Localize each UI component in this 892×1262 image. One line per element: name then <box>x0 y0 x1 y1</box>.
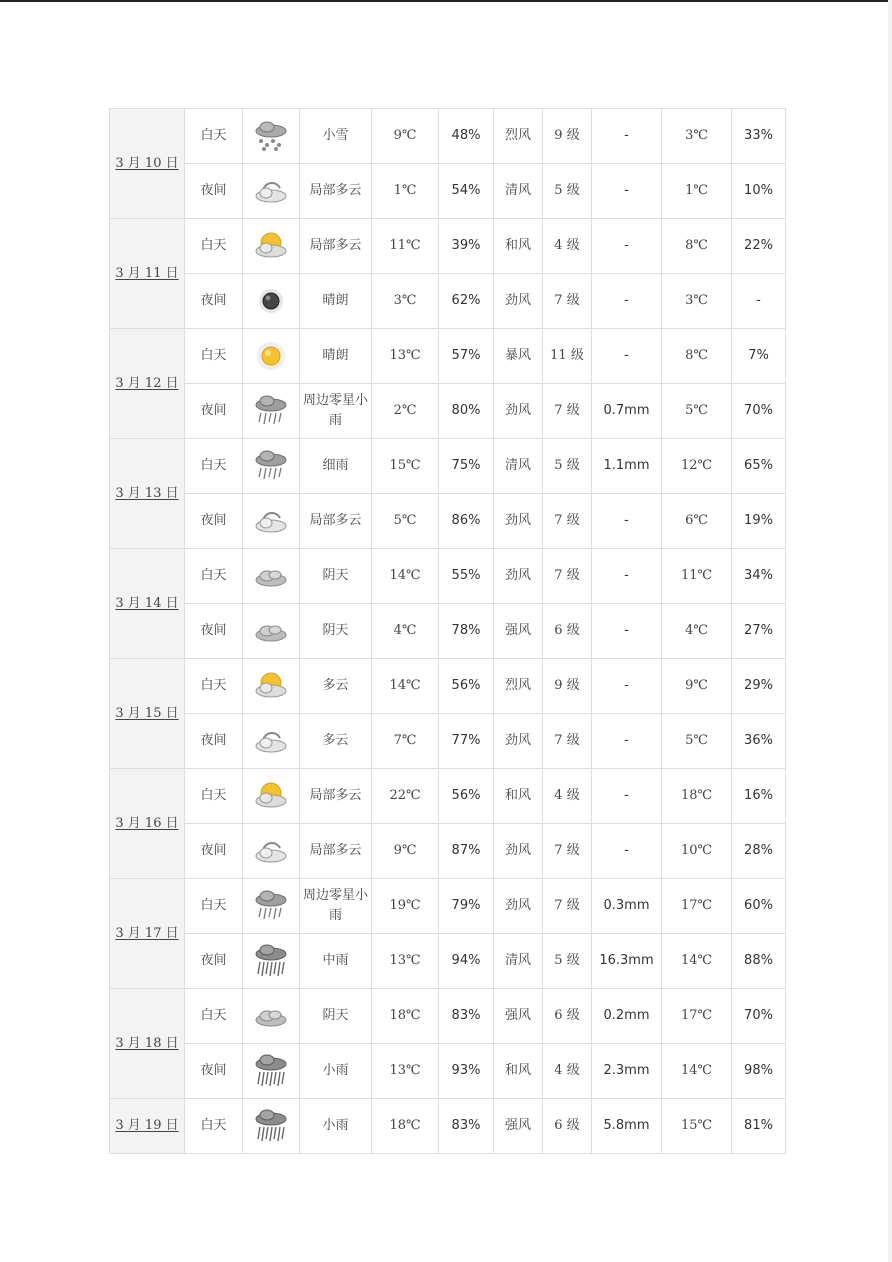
weather-icon-cell <box>243 714 300 769</box>
humidity-cell: 75% <box>439 439 494 494</box>
temperature-cell: 15℃ <box>372 439 439 494</box>
humidity-cell: 79% <box>439 879 494 934</box>
precipitation-cell: - <box>592 659 662 714</box>
condition-cell: 局部多云 <box>300 164 372 219</box>
wind-level-cell: 7 级 <box>543 879 592 934</box>
humidity-cell: 77% <box>439 714 494 769</box>
wind-level-cell: 4 级 <box>543 219 592 274</box>
condition-cell: 小雪 <box>300 109 372 164</box>
humidity-cell: 80% <box>439 384 494 439</box>
page-edge <box>888 0 892 1262</box>
condition-cell: 阴天 <box>300 549 372 604</box>
overcast-icon <box>253 558 289 594</box>
table-row <box>110 1044 786 1099</box>
date-link[interactable]: 3 月 12 日 <box>110 329 185 439</box>
period-cell: 白天 <box>185 109 243 164</box>
temperature-cell: 22℃ <box>372 769 439 824</box>
period-cell: 白天 <box>185 659 243 714</box>
precip-probability-cell: 88% <box>732 934 786 989</box>
wind-description-cell: 和风 <box>494 769 543 824</box>
condition-cell: 周边零星小雨 <box>300 879 372 934</box>
feels-like-cell: 8℃ <box>662 329 732 384</box>
precip-probability-cell: 36% <box>732 714 786 769</box>
wind-level-cell: 4 级 <box>543 769 592 824</box>
date-link[interactable]: 3 月 16 日 <box>110 769 185 879</box>
table-row <box>110 714 786 769</box>
date-link[interactable]: 3 月 18 日 <box>110 989 185 1099</box>
precipitation-cell: 0.7mm <box>592 384 662 439</box>
wind-description-cell: 烈风 <box>494 109 543 164</box>
weather-icon-cell <box>243 1099 300 1154</box>
period-cell: 夜间 <box>185 824 243 879</box>
period-cell: 白天 <box>185 989 243 1044</box>
feels-like-cell: 9℃ <box>662 659 732 714</box>
feels-like-cell: 17℃ <box>662 879 732 934</box>
table-row <box>110 659 786 714</box>
precip-probability-cell: 33% <box>732 109 786 164</box>
feels-like-cell: 5℃ <box>662 384 732 439</box>
date-link[interactable]: 3 月 15 日 <box>110 659 185 769</box>
period-cell: 夜间 <box>185 1044 243 1099</box>
condition-cell: 晴朗 <box>300 274 372 329</box>
feels-like-cell: 17℃ <box>662 989 732 1044</box>
weather-icon-cell <box>243 934 300 989</box>
period-cell: 白天 <box>185 769 243 824</box>
weather-icon-cell <box>243 659 300 714</box>
wind-description-cell: 劲风 <box>494 274 543 329</box>
feels-like-cell: 1℃ <box>662 164 732 219</box>
wind-description-cell: 劲风 <box>494 494 543 549</box>
precipitation-cell: - <box>592 824 662 879</box>
humidity-cell: 78% <box>439 604 494 659</box>
condition-cell: 晴朗 <box>300 329 372 384</box>
period-cell: 白天 <box>185 219 243 274</box>
precip-probability-cell: 29% <box>732 659 786 714</box>
weather-icon-cell <box>243 439 300 494</box>
weather-icon-cell <box>243 274 300 329</box>
precip-probability-cell: 19% <box>732 494 786 549</box>
weather-icon-cell <box>243 1044 300 1099</box>
wind-level-cell: 7 级 <box>543 714 592 769</box>
weather-icon-cell <box>243 549 300 604</box>
wind-level-cell: 7 级 <box>543 384 592 439</box>
precipitation-cell: - <box>592 549 662 604</box>
feels-like-cell: 11℃ <box>662 549 732 604</box>
table-row <box>110 989 786 1044</box>
period-cell: 白天 <box>185 329 243 384</box>
feels-like-cell: 4℃ <box>662 604 732 659</box>
period-cell: 夜间 <box>185 274 243 329</box>
temperature-cell: 13℃ <box>372 329 439 384</box>
partly-cloudy-day-icon <box>253 778 289 814</box>
precipitation-cell: - <box>592 769 662 824</box>
precip-probability-cell: 7% <box>732 329 786 384</box>
weather-forecast-table <box>109 108 786 1154</box>
partly-cloudy-night-icon <box>253 833 289 869</box>
feels-like-cell: 3℃ <box>662 274 732 329</box>
wind-description-cell: 劲风 <box>494 549 543 604</box>
wind-level-cell: 6 级 <box>543 1099 592 1154</box>
weather-icon-cell <box>243 604 300 659</box>
precip-probability-cell: 34% <box>732 549 786 604</box>
weather-icon-cell <box>243 384 300 439</box>
wind-level-cell: 7 级 <box>543 494 592 549</box>
wind-description-cell: 强风 <box>494 1099 543 1154</box>
weather-icon-cell <box>243 329 300 384</box>
table-row <box>110 549 786 604</box>
humidity-cell: 57% <box>439 329 494 384</box>
rain-icon <box>253 393 289 429</box>
temperature-cell: 14℃ <box>372 549 439 604</box>
temperature-cell: 2℃ <box>372 384 439 439</box>
period-cell: 夜间 <box>185 934 243 989</box>
period-cell: 夜间 <box>185 604 243 659</box>
condition-cell: 周边零星小雨 <box>300 384 372 439</box>
date-link[interactable]: 3 月 11 日 <box>110 219 185 329</box>
humidity-cell: 55% <box>439 549 494 604</box>
precip-probability-cell: 70% <box>732 384 786 439</box>
date-link[interactable]: 3 月 17 日 <box>110 879 185 989</box>
precip-probability-cell: 22% <box>732 219 786 274</box>
humidity-cell: 56% <box>439 769 494 824</box>
wind-description-cell: 清风 <box>494 439 543 494</box>
wind-description-cell: 暴风 <box>494 329 543 384</box>
weather-icon-cell <box>243 219 300 274</box>
top-rule <box>0 0 892 2</box>
humidity-cell: 39% <box>439 219 494 274</box>
precip-probability-cell: 27% <box>732 604 786 659</box>
condition-cell: 局部多云 <box>300 769 372 824</box>
humidity-cell: 94% <box>439 934 494 989</box>
snow-icon <box>253 118 289 154</box>
temperature-cell: 7℃ <box>372 714 439 769</box>
temperature-cell: 18℃ <box>372 989 439 1044</box>
precip-probability-cell: 10% <box>732 164 786 219</box>
precip-probability-cell: 81% <box>732 1099 786 1154</box>
period-cell: 夜间 <box>185 384 243 439</box>
wind-level-cell: 11 级 <box>543 329 592 384</box>
wind-level-cell: 7 级 <box>543 549 592 604</box>
table-row <box>110 604 786 659</box>
condition-cell: 小雨 <box>300 1099 372 1154</box>
table-row <box>110 164 786 219</box>
humidity-cell: 48% <box>439 109 494 164</box>
period-cell: 白天 <box>185 549 243 604</box>
table-row <box>110 494 786 549</box>
wind-level-cell: 7 级 <box>543 274 592 329</box>
temperature-cell: 9℃ <box>372 824 439 879</box>
humidity-cell: 87% <box>439 824 494 879</box>
weather-icon-cell <box>243 769 300 824</box>
temperature-cell: 1℃ <box>372 164 439 219</box>
temperature-cell: 18℃ <box>372 1099 439 1154</box>
wind-level-cell: 6 级 <box>543 604 592 659</box>
condition-cell: 局部多云 <box>300 494 372 549</box>
wind-level-cell: 5 级 <box>543 164 592 219</box>
table-row <box>110 274 786 329</box>
period-cell: 白天 <box>185 1099 243 1154</box>
wind-description-cell: 清风 <box>494 934 543 989</box>
partly-cloudy-night-icon <box>253 723 289 759</box>
wind-description-cell: 劲风 <box>494 384 543 439</box>
precipitation-cell: 2.3mm <box>592 1044 662 1099</box>
precip-probability-cell: 70% <box>732 989 786 1044</box>
date-link[interactable]: 3 月 19 日 <box>110 1099 185 1154</box>
feels-like-cell: 10℃ <box>662 824 732 879</box>
table-row <box>110 329 786 384</box>
precipitation-cell: 1.1mm <box>592 439 662 494</box>
period-cell: 白天 <box>185 439 243 494</box>
temperature-cell: 19℃ <box>372 879 439 934</box>
partly-cloudy-night-icon <box>253 503 289 539</box>
precipitation-cell: - <box>592 714 662 769</box>
feels-like-cell: 12℃ <box>662 439 732 494</box>
temperature-cell: 13℃ <box>372 1044 439 1099</box>
table-row <box>110 1099 786 1154</box>
precip-probability-cell: - <box>732 274 786 329</box>
wind-level-cell: 4 级 <box>543 1044 592 1099</box>
clear-night-icon <box>253 283 289 319</box>
table-row <box>110 109 786 164</box>
partly-cloudy-night-icon <box>253 173 289 209</box>
wind-level-cell: 6 级 <box>543 989 592 1044</box>
precipitation-cell: - <box>592 219 662 274</box>
feels-like-cell: 3℃ <box>662 109 732 164</box>
precipitation-cell: 0.2mm <box>592 989 662 1044</box>
weather-icon-cell <box>243 109 300 164</box>
date-link[interactable]: 3 月 13 日 <box>110 439 185 549</box>
wind-level-cell: 5 级 <box>543 934 592 989</box>
humidity-cell: 56% <box>439 659 494 714</box>
precip-probability-cell: 65% <box>732 439 786 494</box>
wind-description-cell: 烈风 <box>494 659 543 714</box>
partly-cloudy-day-icon <box>253 668 289 704</box>
wind-level-cell: 5 级 <box>543 439 592 494</box>
temperature-cell: 13℃ <box>372 934 439 989</box>
table-row <box>110 934 786 989</box>
overcast-icon <box>253 998 289 1034</box>
humidity-cell: 62% <box>439 274 494 329</box>
condition-cell: 细雨 <box>300 439 372 494</box>
condition-cell: 小雨 <box>300 1044 372 1099</box>
precipitation-cell: 16.3mm <box>592 934 662 989</box>
table-row <box>110 769 786 824</box>
humidity-cell: 83% <box>439 1099 494 1154</box>
weather-icon-cell <box>243 494 300 549</box>
partly-cloudy-day-icon <box>253 228 289 264</box>
temperature-cell: 14℃ <box>372 659 439 714</box>
rain-icon <box>253 888 289 924</box>
humidity-cell: 86% <box>439 494 494 549</box>
period-cell: 夜间 <box>185 494 243 549</box>
wind-level-cell: 7 级 <box>543 824 592 879</box>
condition-cell: 阴天 <box>300 989 372 1044</box>
condition-cell: 多云 <box>300 659 372 714</box>
rain-icon <box>253 448 289 484</box>
heavy-rain-icon <box>253 1108 289 1144</box>
humidity-cell: 83% <box>439 989 494 1044</box>
table-row <box>110 879 786 934</box>
wind-description-cell: 强风 <box>494 604 543 659</box>
wind-description-cell: 和风 <box>494 1044 543 1099</box>
precipitation-cell: 0.3mm <box>592 879 662 934</box>
wind-description-cell: 强风 <box>494 989 543 1044</box>
wind-description-cell: 劲风 <box>494 714 543 769</box>
wind-description-cell: 清风 <box>494 164 543 219</box>
table-row <box>110 219 786 274</box>
humidity-cell: 93% <box>439 1044 494 1099</box>
period-cell: 夜间 <box>185 714 243 769</box>
heavy-rain-icon <box>253 943 289 979</box>
feels-like-cell: 8℃ <box>662 219 732 274</box>
feels-like-cell: 14℃ <box>662 934 732 989</box>
weather-icon-cell <box>243 879 300 934</box>
date-link[interactable]: 3 月 10 日 <box>110 109 185 219</box>
weather-icon-cell <box>243 989 300 1044</box>
wind-description-cell: 和风 <box>494 219 543 274</box>
temperature-cell: 11℃ <box>372 219 439 274</box>
humidity-cell: 54% <box>439 164 494 219</box>
condition-cell: 多云 <box>300 714 372 769</box>
wind-description-cell: 劲风 <box>494 824 543 879</box>
wind-description-cell: 劲风 <box>494 879 543 934</box>
table-row <box>110 439 786 494</box>
feels-like-cell: 15℃ <box>662 1099 732 1154</box>
sunny-icon <box>253 338 289 374</box>
precip-probability-cell: 28% <box>732 824 786 879</box>
heavy-rain-icon <box>253 1053 289 1089</box>
weather-icon-cell <box>243 164 300 219</box>
precipitation-cell: - <box>592 604 662 659</box>
precipitation-cell: 5.8mm <box>592 1099 662 1154</box>
precip-probability-cell: 60% <box>732 879 786 934</box>
period-cell: 白天 <box>185 879 243 934</box>
precipitation-cell: - <box>592 109 662 164</box>
condition-cell: 中雨 <box>300 934 372 989</box>
feels-like-cell: 14℃ <box>662 1044 732 1099</box>
overcast-icon <box>253 613 289 649</box>
wind-level-cell: 9 级 <box>543 109 592 164</box>
temperature-cell: 9℃ <box>372 109 439 164</box>
temperature-cell: 3℃ <box>372 274 439 329</box>
condition-cell: 阴天 <box>300 604 372 659</box>
feels-like-cell: 6℃ <box>662 494 732 549</box>
feels-like-cell: 18℃ <box>662 769 732 824</box>
period-cell: 夜间 <box>185 164 243 219</box>
table-row <box>110 824 786 879</box>
table-row <box>110 384 786 439</box>
temperature-cell: 5℃ <box>372 494 439 549</box>
date-link[interactable]: 3 月 14 日 <box>110 549 185 659</box>
precip-probability-cell: 98% <box>732 1044 786 1099</box>
feels-like-cell: 5℃ <box>662 714 732 769</box>
weather-icon-cell <box>243 824 300 879</box>
precipitation-cell: - <box>592 274 662 329</box>
temperature-cell: 4℃ <box>372 604 439 659</box>
precipitation-cell: - <box>592 494 662 549</box>
precip-probability-cell: 16% <box>732 769 786 824</box>
wind-level-cell: 9 级 <box>543 659 592 714</box>
precipitation-cell: - <box>592 164 662 219</box>
precipitation-cell: - <box>592 329 662 384</box>
condition-cell: 局部多云 <box>300 219 372 274</box>
condition-cell: 局部多云 <box>300 824 372 879</box>
